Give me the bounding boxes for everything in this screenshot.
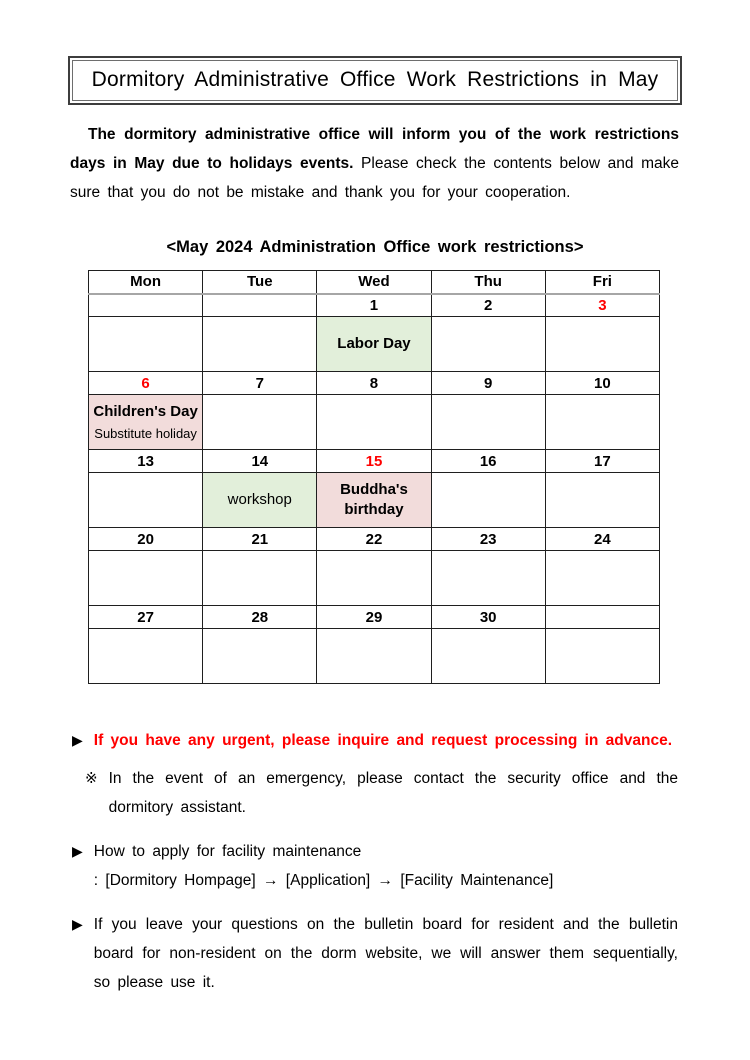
calendar-day-number: 20 (89, 528, 203, 551)
notes-section (72, 726, 678, 997)
note-item (72, 726, 678, 755)
calendar-empty-cell (317, 629, 431, 684)
calendar-empty-cell (89, 473, 203, 528)
calendar-day-number: 29 (317, 606, 431, 629)
calendar-day-number: 27 (89, 606, 203, 629)
day-header-mon: Mon (89, 271, 203, 294)
calendar-empty-cell (203, 629, 317, 684)
calendar-day-number (545, 606, 659, 629)
calendar-day-number: 14 (203, 450, 317, 473)
intro-bold-text: The dormitory administrative office will inform you of the work restrictions days in May due to holidays events. (70, 126, 679, 172)
calendar-day-number: 16 (431, 450, 545, 473)
calendar-day-number: 3 (545, 294, 659, 317)
calendar-day-number: 10 (545, 372, 659, 395)
calendar-day-number: 2 (431, 294, 545, 317)
event-title: Labor Day (337, 335, 411, 352)
calendar-day-number: 30 (431, 606, 545, 629)
calendar-day-number: 1 (317, 294, 431, 317)
calendar-day-number: 15 (317, 450, 431, 473)
calendar-caption: <May 2024 Administration Office work restrictions> (166, 238, 584, 256)
calendar-day-number: 21 (203, 528, 317, 551)
reference-mark-icon: ※ (85, 770, 98, 787)
triangle-bullet-icon: ▶ (72, 916, 83, 932)
event-title: Buddha's birthday (340, 481, 408, 518)
event-title: workshop (227, 491, 292, 508)
calendar-day-number: 23 (431, 528, 545, 551)
intro-paragraph (70, 120, 679, 207)
calendar-empty-cell (89, 629, 203, 684)
calendar-day-number: 9 (431, 372, 545, 395)
calendar-day-number: 24 (545, 528, 659, 551)
calendar-day-number: 17 (545, 450, 659, 473)
calendar-day-number: 8 (317, 372, 431, 395)
calendar-body (89, 294, 660, 684)
note-content (94, 726, 678, 755)
title-box (68, 56, 682, 105)
note-item (72, 910, 678, 997)
calendar-day-number: 13 (89, 450, 203, 473)
calendar-day-number (203, 294, 317, 317)
calendar-empty-cell (431, 473, 545, 528)
page-title: Dormitory Administrative Office Work Restrictions in May (72, 60, 678, 101)
calendar-empty-cell (431, 629, 545, 684)
calendar-day-number: 6 (89, 372, 203, 395)
note-line: In the event of an emergency, please contact the security office and the dormitory assistant. (108, 770, 678, 816)
calendar-empty-cell (545, 395, 659, 450)
calendar-empty-cell (317, 395, 431, 450)
event-title: Children's Day (93, 403, 198, 420)
calendar-event-cell (317, 473, 431, 528)
calendar-empty-cell (431, 317, 545, 372)
calendar-empty-cell (545, 473, 659, 528)
note-content (109, 764, 678, 822)
calendar-table (88, 270, 660, 684)
calendar-empty-cell (545, 629, 659, 684)
note-line: How to apply for facility maintenance (93, 843, 362, 860)
calendar-empty-cell (89, 317, 203, 372)
note-line: If you have any urgent, please inquire and request processing in advance. (93, 732, 673, 749)
intro-normal-text: Please check the contents below and make sure that you do not be mistake and thank you for your cooperation. (70, 155, 680, 201)
day-header-thu: Thu (431, 271, 545, 294)
document-page (0, 56, 750, 997)
triangle-bullet-icon: ▶ (72, 843, 83, 859)
calendar-empty-cell (545, 551, 659, 606)
calendar-empty-cell (203, 551, 317, 606)
day-header-wed: Wed (317, 271, 431, 294)
note-item (72, 837, 678, 895)
triangle-bullet-icon: ▶ (72, 732, 83, 748)
calendar-empty-cell (89, 551, 203, 606)
day-header-tue: Tue (203, 271, 317, 294)
calendar-empty-cell (203, 395, 317, 450)
calendar-day-number: 7 (203, 372, 317, 395)
note-content (94, 910, 678, 997)
calendar-empty-cell (203, 317, 317, 372)
calendar-day-number: 22 (317, 528, 431, 551)
calendar-event-cell (317, 317, 431, 372)
calendar-empty-cell (431, 395, 545, 450)
calendar-day-number (89, 294, 203, 317)
note-line: : [Dormitory Hompage] → [Application] → [Facility Maintenance] (93, 872, 554, 889)
calendar-day-number: 28 (203, 606, 317, 629)
calendar-event-cell (203, 473, 317, 528)
day-header-fri: Fri (545, 271, 659, 294)
calendar-header-row (89, 271, 660, 294)
calendar-event-cell (89, 395, 203, 450)
note-content (94, 837, 678, 895)
calendar-empty-cell (431, 551, 545, 606)
event-subtitle: Substitute holiday (94, 426, 197, 441)
calendar-empty-cell (545, 317, 659, 372)
note-line: If you leave your questions on the bulletin board for resident and the bulletin board for non-resident on the dorm website, we will answer them sequentially, so please use it. (93, 916, 678, 991)
calendar-empty-cell (317, 551, 431, 606)
sub-note-item (85, 764, 678, 822)
